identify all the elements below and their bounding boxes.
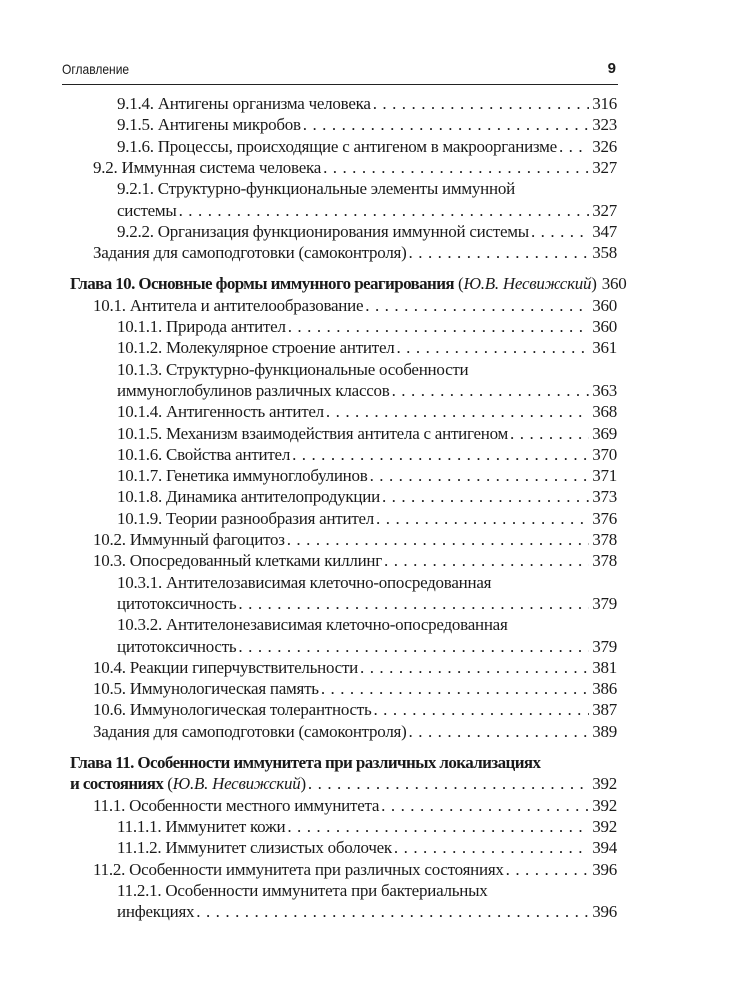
toc-entry-text [117, 94, 371, 114]
entry-title: 10.4. Реакции гиперчувствительности [93, 657, 359, 677]
dot-leader [506, 860, 590, 880]
toc-entry-line[interactable] [117, 838, 617, 859]
entry-title: инфекциях [117, 902, 195, 922]
page-ref: 361 [592, 338, 617, 358]
entry-title: 10.1.6. Свойства антител [117, 444, 291, 464]
dot-leader [238, 594, 589, 614]
page-ref: 368 [592, 402, 617, 422]
toc-entry-text [93, 860, 504, 880]
toc-entry-text [117, 637, 236, 657]
toc-entry-line[interactable] [117, 317, 617, 338]
page-ref: 360 [592, 295, 617, 315]
paren-close: ) [591, 274, 597, 294]
page-ref: 387 [592, 700, 617, 720]
toc-entry-line[interactable] [93, 296, 617, 317]
toc-entry-line[interactable] [93, 796, 617, 817]
entry-title: 10.1. Антитела и антителообразование [93, 295, 364, 315]
toc-entry-line[interactable] [117, 902, 617, 923]
toc-entry-text [117, 615, 508, 635]
toc-entry-line[interactable] [117, 424, 617, 445]
entry-title: 10.6. Иммунологическая толерантность [93, 700, 372, 720]
toc-entry-line[interactable] [117, 509, 617, 530]
toc-entry-text [117, 594, 236, 614]
toc-entry-line[interactable] [117, 817, 617, 838]
dot-leader [288, 317, 590, 337]
toc-chapter-line[interactable] [70, 753, 540, 774]
entry-title: 10.1.4. Антигенность антител [117, 402, 324, 422]
dot-leader [323, 158, 589, 178]
chapter-author: Ю.В. Несвижский [463, 274, 592, 294]
toc-entry-line[interactable] [117, 115, 617, 136]
toc-entry-line[interactable] [117, 445, 617, 466]
dot-leader [392, 381, 590, 401]
toc-entry-text [93, 243, 407, 263]
toc-entry-text [93, 679, 319, 699]
toc-entry-text [117, 402, 324, 422]
entry-title: Задания для самоподготовки (самоконтроля) [93, 243, 407, 263]
entry-title: 9.2.2. Организация функционирования иммунной системы [117, 221, 529, 241]
toc-entry-line[interactable] [117, 466, 617, 487]
page-ref: 392 [592, 795, 617, 815]
chapter-title: и состояниях [70, 774, 164, 794]
dot-leader [381, 796, 589, 816]
toc-entry-line[interactable] [93, 722, 617, 743]
paren-close: ) [300, 774, 306, 794]
entry-title: 10.3.2. Антителонезависимая клеточно-опосредованная [117, 615, 508, 635]
page-ref: 371 [592, 466, 617, 486]
entry-title: 9.1.4. Антигены организма человека [117, 94, 371, 113]
toc-entry-line[interactable] [93, 158, 617, 179]
page-ref: 389 [592, 721, 617, 741]
page-ref: 392 [592, 774, 617, 794]
toc-entry-line[interactable] [117, 487, 617, 508]
page-ref: 379 [592, 636, 617, 656]
page-ref: 378 [592, 530, 617, 549]
toc-entry-text [117, 115, 301, 135]
page-ref: 392 [592, 816, 617, 836]
toc-entry-text [117, 466, 368, 486]
chapter-author: Ю.В. Несвижский [172, 774, 301, 794]
toc-entry-line[interactable] [93, 658, 617, 679]
toc-entry-line[interactable] [93, 551, 617, 572]
page-ref: 373 [592, 487, 617, 507]
dot-leader [308, 774, 589, 794]
toc-entry-text [70, 274, 597, 294]
page-ref: 394 [592, 838, 617, 858]
entry-title: 11.2.1. Особенности иммунитета при бактериальных [117, 880, 488, 900]
toc-entry-line[interactable] [117, 179, 515, 200]
page-ref: 370 [592, 444, 617, 464]
chapter-title: Глава 10. Основные формы иммунного реагирования [70, 274, 455, 294]
entry-title: 10.2. Иммунный фагоцитоз [93, 530, 285, 549]
toc-chapter-line[interactable] [70, 774, 617, 795]
toc-entry-line[interactable] [117, 881, 488, 902]
dot-leader [396, 338, 589, 358]
dot-leader [238, 637, 589, 657]
toc-entry-text [93, 658, 358, 678]
entry-title: 11.2. Особенности иммунитета при различных состояниях [93, 859, 504, 879]
toc-entry-text [117, 381, 390, 401]
dot-leader [531, 222, 589, 242]
toc-entry-line[interactable] [117, 615, 508, 636]
entry-title: системы [117, 200, 177, 220]
toc-entry-text [93, 296, 363, 316]
entry-title: 10.1.8. Динамика антителопродукции [117, 487, 380, 507]
toc-entry-text [117, 573, 491, 593]
dot-leader [365, 296, 589, 316]
running-header-title: Оглавление [62, 61, 130, 77]
toc-entry-line[interactable] [117, 360, 468, 381]
dot-leader [559, 137, 589, 157]
toc-entry-text [117, 487, 380, 507]
dot-leader [510, 424, 589, 444]
paren-open: ( [163, 774, 173, 794]
dot-leader [303, 115, 589, 135]
page-ref: 358 [592, 243, 617, 263]
page-number: 9 [607, 60, 616, 77]
dot-leader [409, 722, 590, 742]
toc-entry-line[interactable] [117, 637, 617, 658]
entry-title: 11.1. Особенности местного иммунитета [93, 795, 380, 815]
dot-leader [376, 509, 589, 529]
page-ref: 323 [592, 115, 617, 135]
toc-entry-line[interactable] [93, 860, 617, 881]
toc-entry-text [117, 509, 374, 529]
page-ref: 347 [592, 221, 617, 241]
toc-entry-text [117, 902, 194, 922]
entry-title: 10.3. Опосредованный клетками киллинг [93, 551, 382, 571]
dot-leader [384, 551, 589, 571]
page-ref: 386 [592, 679, 617, 699]
toc-entry-text [93, 722, 407, 742]
entry-title: цитотоксичность [117, 636, 237, 656]
paren-open: ( [454, 274, 464, 294]
dot-leader [360, 658, 589, 678]
dot-leader [196, 902, 589, 922]
dot-leader [409, 243, 590, 263]
toc-entry-text [117, 424, 508, 444]
page-ref: 326 [592, 136, 617, 156]
toc-entry-text [93, 551, 382, 571]
page-ref: 379 [592, 593, 617, 613]
chapter-title: Глава 11. Особенности иммунитета при различных локализациях [70, 753, 541, 772]
toc-entry-text [117, 201, 177, 221]
toc-entry-line[interactable] [93, 243, 617, 264]
page-ref: 327 [592, 200, 617, 220]
page-ref: 369 [592, 423, 617, 443]
toc-entry-text [117, 881, 488, 901]
entry-title: 11.1.1. Иммунитет кожи [117, 816, 286, 836]
entry-title: 10.3.1. Антителозависимая клеточно-опосредованная [117, 572, 492, 592]
toc-entry-text [117, 137, 557, 157]
entry-title: 10.5. Иммунологическая память [93, 679, 319, 699]
toc-entry-line[interactable] [117, 402, 617, 423]
page-ref: 396 [592, 902, 617, 922]
toc-entry-text [117, 222, 529, 242]
page-ref: 378 [592, 551, 617, 571]
entry-title: 9.1.5. Антигены микробов [117, 115, 301, 135]
toc-entry-text [70, 774, 306, 794]
toc-entry-line[interactable] [117, 201, 617, 222]
page-ref: 360 [601, 274, 627, 294]
toc-entry-line[interactable] [93, 700, 617, 721]
dot-leader [292, 445, 589, 465]
dot-leader [373, 700, 589, 720]
entry-title: 9.2.1. Структурно-функциональные элементы иммунной [117, 179, 515, 199]
entry-title: 10.1.7. Генетика иммуноглобулинов [117, 466, 368, 486]
toc-entry-line[interactable] [117, 594, 617, 615]
page-ref: 327 [592, 157, 617, 177]
toc-entry-text [117, 445, 290, 465]
page-ref: 396 [592, 859, 617, 879]
entry-title: 10.1.9. Теории разнообразия антител [117, 508, 375, 528]
toc-entry-line[interactable] [117, 573, 491, 594]
toc-entry-line[interactable] [117, 222, 617, 243]
page-ref: 376 [592, 508, 617, 528]
dot-leader [382, 487, 589, 507]
page-ref: 381 [592, 657, 617, 677]
entry-title: 10.1.2. Молекулярное строение антител [117, 338, 395, 358]
entry-title: 11.1.2. Иммунитет слизистых оболочек [117, 838, 392, 858]
toc-entry-text [117, 179, 515, 199]
toc-entry-line[interactable] [117, 94, 617, 115]
toc-entry-text [117, 360, 468, 380]
toc-entry-line[interactable] [117, 381, 617, 402]
toc-entry-text [117, 817, 285, 837]
toc-entry-text [117, 838, 392, 858]
dot-leader [370, 466, 590, 486]
running-header [62, 58, 618, 85]
dot-leader [287, 530, 590, 550]
dot-leader [179, 201, 590, 221]
toc-entry-text [93, 700, 371, 720]
dot-leader [326, 402, 589, 422]
dot-leader [394, 838, 589, 858]
page-ref: 316 [592, 94, 617, 113]
toc-entry-line[interactable] [117, 137, 617, 158]
toc-entry-text [93, 530, 285, 550]
entry-title: 10.1.3. Структурно-функциональные особенности [117, 359, 469, 379]
entry-title: иммуноглобулинов различных классов [117, 380, 390, 400]
page-ref: 363 [592, 380, 617, 400]
page-ref: 360 [592, 317, 617, 336]
entry-title: цитотоксичность [117, 593, 237, 613]
toc-entry-line[interactable] [117, 338, 617, 359]
toc-entry-text [93, 796, 379, 816]
toc-entry-line[interactable] [93, 530, 617, 551]
toc-entry-text [117, 317, 286, 337]
entry-title: Задания для самоподготовки (самоконтроля) [93, 721, 407, 741]
entry-title: 9.1.6. Процессы, происходящие с антигеном в макроорганизме [117, 136, 557, 156]
toc-entry-line[interactable] [93, 679, 617, 700]
entry-title: 9.2. Иммунная система человека [93, 157, 322, 177]
toc-entry-text [117, 338, 394, 358]
dot-leader [321, 679, 589, 699]
dot-leader [373, 94, 590, 114]
toc-chapter-line[interactable] [70, 274, 627, 295]
entry-title: 10.1.5. Механизм взаимодействия антитела с антигеном [117, 423, 509, 443]
dot-leader [287, 817, 589, 837]
toc-entry-text [70, 753, 540, 773]
toc-entry-text [93, 158, 321, 178]
entry-title: 10.1.1. Природа антител [117, 317, 286, 336]
